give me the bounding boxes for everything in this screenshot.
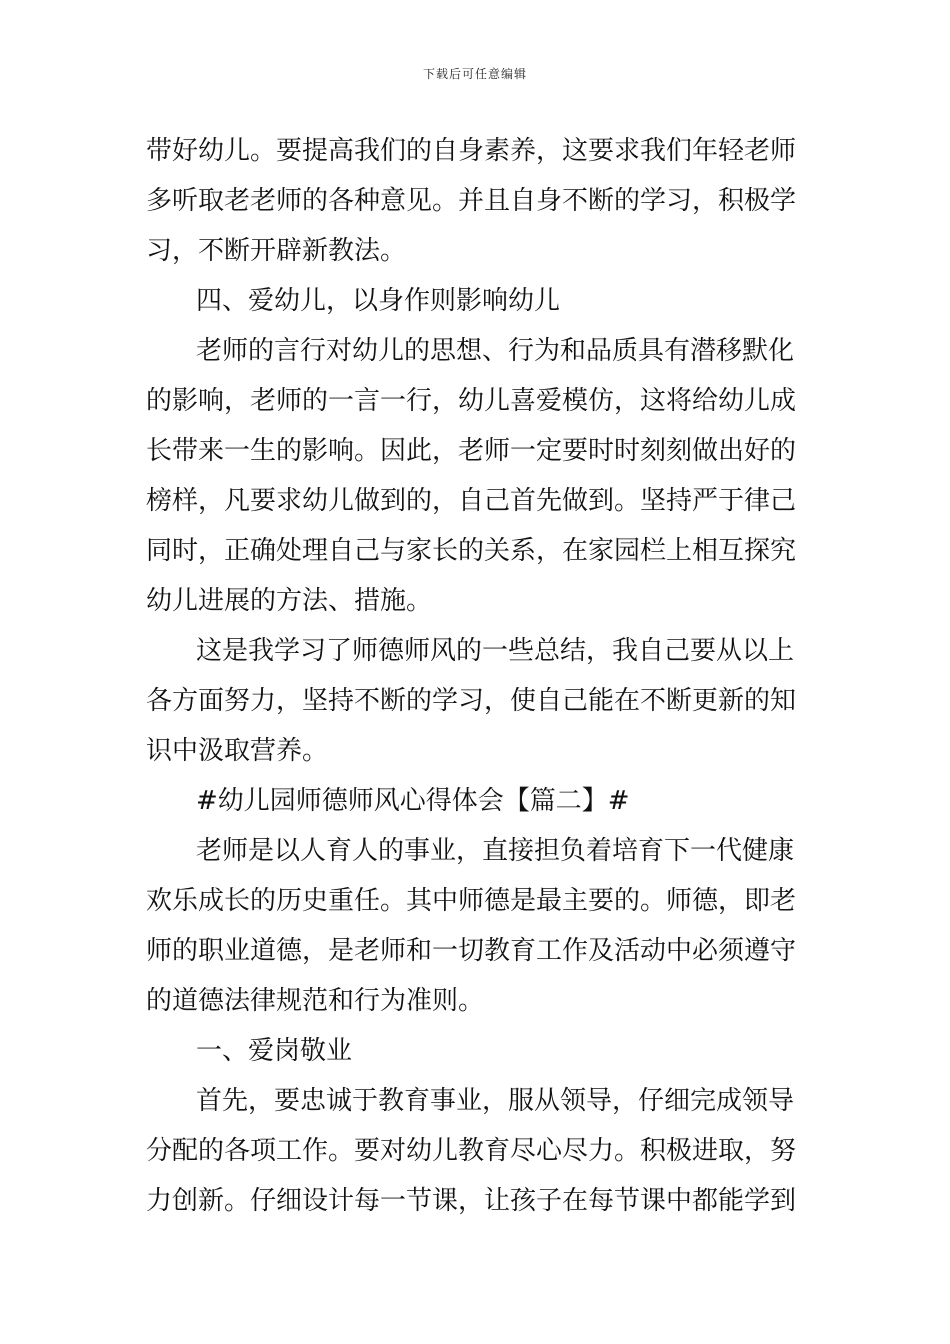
- paragraph: [146, 776, 810, 826]
- paragraph-line: 老师的言行对幼儿的思想、行为和品质具有潜移默化: [196, 336, 795, 366]
- paragraph-line: 习，不断开辟新教法。: [146, 236, 407, 266]
- paragraph-line: 一、爱岗敬业: [196, 1036, 353, 1066]
- paragraph: [146, 1026, 810, 1076]
- paragraph-line: 长带来一生的影响。因此，老师一定要时时刻刻做出好的: [146, 436, 797, 466]
- paragraph-line: 力创新。仔细设计每一节课，让孩子在每节课中都能学到: [146, 1186, 797, 1216]
- paragraph-line: 老师是以人育人的事业，直接担负着培育下一代健康: [196, 836, 795, 866]
- paragraph-line: 的影响，老师的一言一行，幼儿喜爱模仿，这将给幼儿成: [146, 386, 797, 416]
- paragraph: [146, 1076, 810, 1226]
- paragraph-line: 首先，要忠诚于教育事业，服从领导，仔细完成领导: [196, 1086, 795, 1116]
- page-header: 下载后可任意编辑: [422, 67, 527, 81]
- paragraph-line: 识中汲取营养。: [146, 736, 329, 766]
- paragraph-line: 榜样，凡要求幼儿做到的，自己首先做到。坚持严于律己: [146, 486, 797, 516]
- paragraph-line: 四、爱幼儿，以身作则影响幼儿: [196, 286, 561, 316]
- paragraph-line: 各方面努力，坚持不断的学习，使自己能在不断更新的知: [146, 686, 797, 716]
- paragraph-line: 这是我学习了师德师风的一些总结，我自己要从以上: [196, 636, 795, 666]
- paragraph-line: #幼儿园师德师风心得体会【篇二】#: [196, 786, 630, 816]
- paragraph-line: 同时，正确处理自己与家长的关系，在家园栏上相互探究: [146, 536, 797, 566]
- paragraph-line: 幼儿进展的方法、措施。: [146, 586, 433, 616]
- paragraph: [146, 626, 810, 776]
- paragraph-line: 带好幼儿。要提高我们的自身素养，这要求我们年轻老师: [146, 136, 797, 166]
- paragraph: [146, 126, 810, 276]
- paragraph-line: 师的职业道德，是老师和一切教育工作及活动中必须遵守: [146, 936, 797, 966]
- paragraph-line: 分配的各项工作。要对幼儿教育尽心尽力。积极进取，努: [146, 1136, 797, 1166]
- paragraph: [146, 826, 810, 1026]
- paragraph-line: 的道德法律规范和行为准则。: [146, 986, 485, 1016]
- paragraph-line: 欢乐成长的历史重任。其中师德是最主要的。师德，即老: [146, 886, 797, 916]
- document-body: [146, 126, 810, 1226]
- paragraph: [146, 326, 810, 626]
- paragraph-line: 多听取老老师的各种意见。并且自身不断的学习，积极学: [146, 186, 797, 216]
- paragraph: [146, 276, 810, 326]
